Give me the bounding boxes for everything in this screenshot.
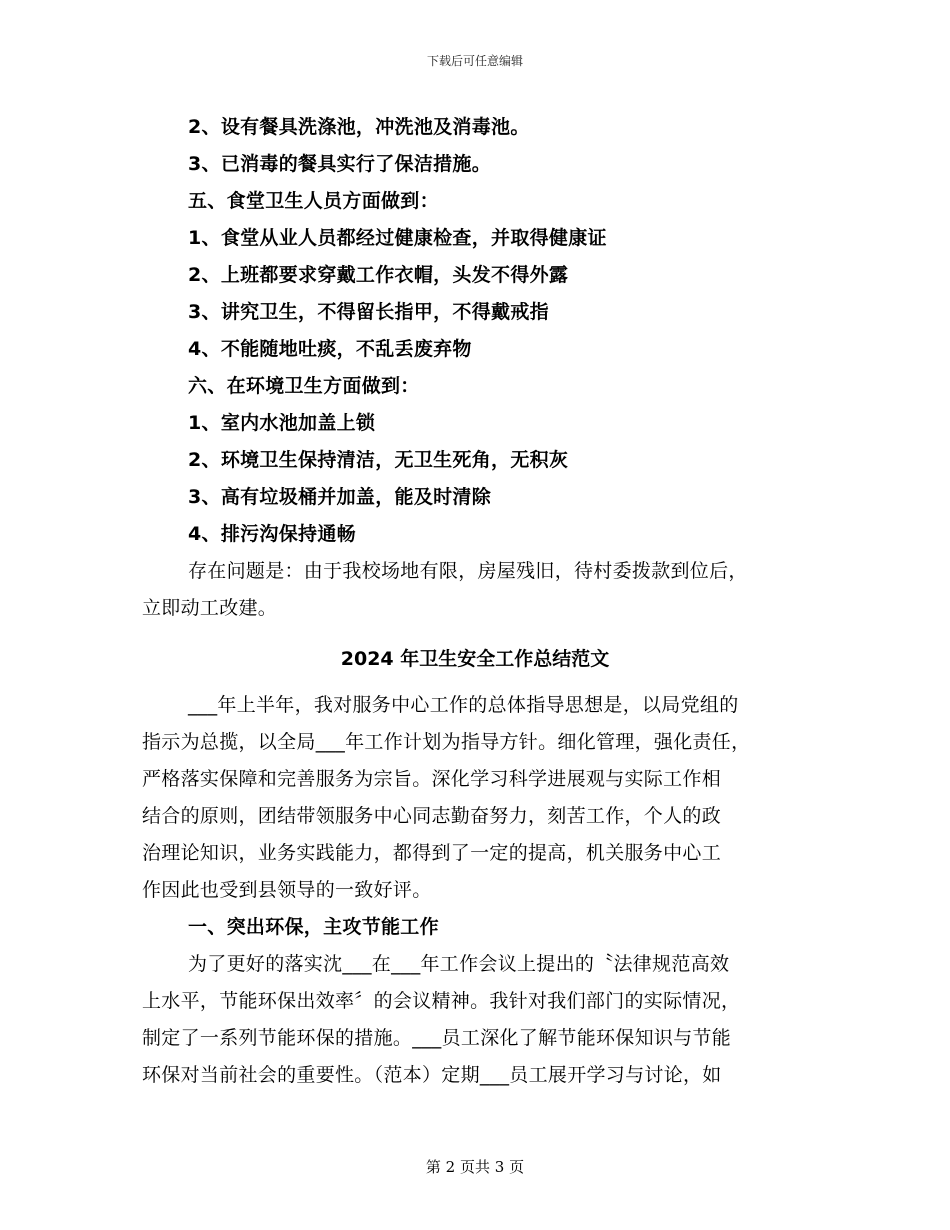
paragraph-line: ___年上半年，我对服务中心工作的总体指导思想是，以局党组的 [188, 694, 739, 716]
paragraph-line: 上水平，节能环保出效率〞的会议精神。我针对我们部门的实际情况， [142, 990, 741, 1012]
paragraph-line: 指示为总揽，以全局___年工作计划为指导方针。细化管理，强化责任， [142, 731, 751, 753]
list-item: 3、已消毒的餐具实行了保洁措施。 [188, 153, 492, 175]
document-title: 2024 年卫生安全工作总结范文 [340, 648, 610, 670]
list-item: 2、环境卫生保持清洁，无卫生死角，无积灰 [188, 449, 569, 471]
paragraph-line: 立即动工改建。 [142, 597, 278, 619]
list-item: 3、高有垃圾桶并加盖，能及时清除 [188, 486, 492, 508]
paragraph-line: 严格落实保障和完善服务为宗旨。深化学习科学进展观与实际工作相 [142, 768, 722, 790]
section-heading: 五、食堂卫生人员方面做到： [188, 190, 439, 212]
paragraph-line: 环保对当前社会的重要性。（范本）定期___员工展开学习与讨论，如 [142, 1064, 722, 1086]
paragraph-line: 作因此也受到县领导的一致好评。 [142, 879, 432, 901]
page-footer: 第 2 页共 3 页 [425, 1158, 525, 1176]
paragraph-line: 为了更好的落实沈___在___年工作会议上提出的〝法律规范高效 [188, 953, 730, 975]
list-item: 2、设有餐具洗涤池，冲洗池及消毒池。 [188, 116, 530, 138]
list-item: 4、排污沟保持通畅 [188, 523, 356, 545]
paragraph-line: 结合的原则，团结带领服务中心同志勤奋努力，刻苦工作，个人的政 [142, 805, 722, 827]
paragraph-line: 治理论知识，业务实践能力，都得到了一定的提高，机关服务中心工 [142, 842, 722, 864]
list-item: 2、上班都要求穿戴工作衣帽，头发不得外露 [188, 264, 569, 286]
section-heading: 六、在环境卫生方面做到： [188, 375, 420, 397]
list-item: 1、室内水池加盖上锁 [188, 412, 376, 434]
page-header: 下载后可任意编辑 [426, 54, 523, 68]
section-heading: 一、突出环保，主攻节能工作 [188, 916, 439, 938]
list-item: 4、不能随地吐痰，不乱丢废弃物 [188, 338, 472, 360]
paragraph-line: 制定了一系列节能环保的措施。___员工深化了解节能环保知识与节能 [142, 1027, 732, 1049]
list-item: 3、讲究卫生，不得留长指甲，不得戴戒指 [188, 301, 549, 323]
paragraph-line: 存在问题是：由于我校场地有限，房屋残旧，待村委拨款到位后， [188, 560, 748, 582]
list-item: 1、食堂从业人员都经过健康检查，并取得健康证 [188, 227, 607, 249]
